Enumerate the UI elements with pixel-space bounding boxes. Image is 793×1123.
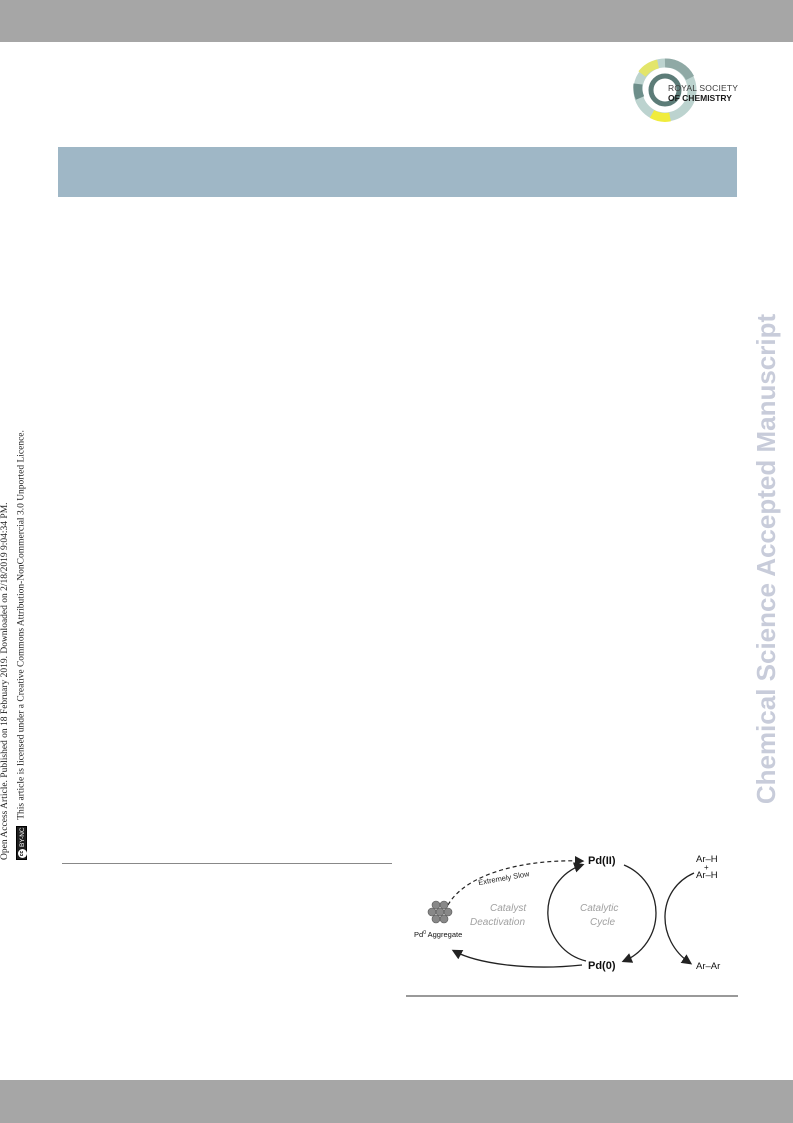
- left-column-rule: [62, 863, 392, 864]
- licence-text[interactable]: This article is licensed under a Creative Commons Attribution-NonCommercial 3.0 Unported Licence.: [16, 430, 27, 820]
- cc-badge-label: BY-NC: [19, 827, 26, 847]
- pd-ii-label: Pd(II): [588, 855, 616, 867]
- figure-bottom-rule: [406, 995, 738, 997]
- top-gray-bar: [0, 0, 793, 42]
- plus-label: +: [704, 863, 709, 872]
- product-label: Ar–Ar: [696, 961, 721, 972]
- cc-license-badge[interactable]: [16, 826, 27, 860]
- cycle-label-1: Catalytic: [580, 903, 619, 914]
- catalytic-cycle-scheme: [406, 845, 738, 985]
- cc-icon: cc: [19, 850, 25, 857]
- bottom-gray-bar: [0, 1080, 793, 1123]
- slow-label: Extremely Slow: [477, 869, 531, 888]
- licence-line: [16, 430, 27, 860]
- open-access-line: Open Access Article. Published on 18 February 2019. Downloaded on 2/18/2019 9:04:34 PM.: [0, 502, 10, 860]
- arh-bottom-label: Ar–H: [696, 870, 718, 881]
- aggregate-sup: 0: [423, 930, 426, 936]
- substrate-arc: [665, 873, 694, 963]
- arh-top-label: Ar–H: [696, 854, 718, 865]
- pd-zero-label: Pd(0): [588, 960, 616, 972]
- aggregate-label: [414, 930, 462, 939]
- deactivation-label-2: Deactivation: [470, 917, 526, 928]
- deactivation-arc: [454, 951, 582, 967]
- header-band: [58, 147, 737, 197]
- slow-dashed-arc: [448, 861, 582, 905]
- rsc-logo-text: [668, 83, 738, 103]
- accepted-manuscript-watermark: Chemical Science Accepted Manuscript: [751, 313, 781, 805]
- deactivation-label-1: Catalyst: [490, 903, 527, 914]
- aggregate-pd: Pd: [414, 930, 424, 939]
- cycle-label-2: Cycle: [590, 917, 616, 928]
- logo-line1: ROYAL SOCIETY: [668, 83, 739, 93]
- aggregate-suffix: Aggregate: [425, 930, 463, 939]
- open-access-strip: [0, 120, 52, 860]
- cycle-right-arc: [624, 865, 656, 961]
- logo-line2: OF CHEMISTRY: [668, 93, 732, 103]
